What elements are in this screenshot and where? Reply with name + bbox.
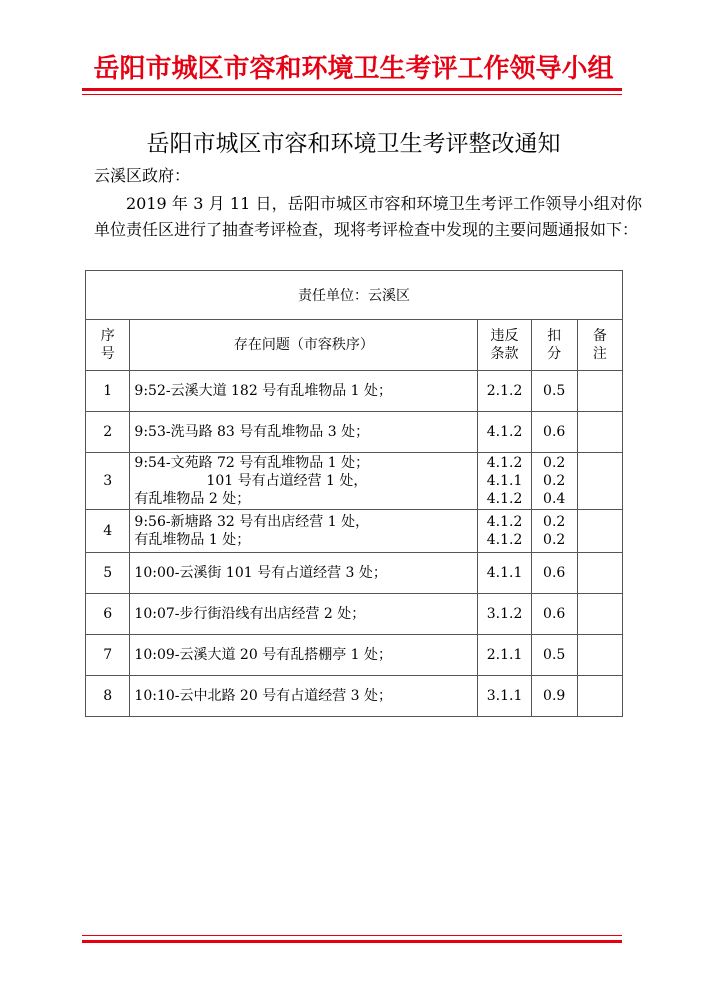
- notice-recipient: 云溪区政府：: [94, 166, 191, 185]
- row-article: [478, 453, 531, 510]
- deduct-value: 0.4: [543, 491, 566, 507]
- row-number: 1: [86, 371, 130, 412]
- notice-body: 2019 年 3 月 11 日，岳阳市城区市容和环境卫生考评工作领导小组对你单位责任区进行了抽查考评检查，现将考评检查中发现的主要问题通报如下：: [94, 194, 642, 239]
- header-deduct-line: 扣: [547, 328, 562, 344]
- header-no-line: 号: [100, 346, 115, 362]
- table-row: [86, 553, 623, 594]
- issue-line: 有乱堆物品 1 处；: [134, 532, 251, 548]
- org-header-title: 岳阳市城区市容和环境卫生考评工作领导小组: [93, 54, 614, 84]
- issue-line: 9:54-文苑路 72 号有乱堆物品 1 处；: [134, 455, 370, 471]
- deduct-value: 0.5: [543, 647, 566, 663]
- row-note: [577, 594, 622, 635]
- table-row: [86, 453, 623, 510]
- row-deduct: [531, 635, 577, 676]
- row-article: [478, 676, 531, 717]
- row-deduct: [531, 412, 577, 453]
- row-deduct: [531, 510, 577, 553]
- deduct-value: 0.6: [543, 424, 566, 440]
- header-article-line: 条款: [490, 346, 519, 362]
- issue-line: 有乱堆物品 2 处；: [134, 491, 251, 507]
- footer-rule-thin: [82, 935, 622, 936]
- table-unit-row: [86, 271, 623, 320]
- issue-line: 9:53-洗马路 83 号有乱堆物品 3 处；: [134, 424, 370, 440]
- row-number: 6: [86, 594, 130, 635]
- header-issue: 存在问题（市容秩序）: [130, 320, 478, 371]
- row-issue: [130, 510, 478, 553]
- header-article: [478, 320, 531, 371]
- header-deduct-line: 分: [547, 346, 562, 362]
- row-note: [577, 553, 622, 594]
- article-value: 4.1.2: [486, 455, 523, 471]
- table-header-row: [86, 320, 623, 371]
- article-value: 4.1.2: [486, 491, 523, 507]
- header-rule-thick: [82, 88, 622, 91]
- deduct-value: 0.9: [543, 688, 566, 704]
- header-rule-thin: [82, 94, 622, 95]
- row-issue: [130, 553, 478, 594]
- article-value: 4.1.2: [486, 532, 523, 548]
- deduct-value: 0.2: [543, 514, 566, 530]
- deduct-value: 0.2: [543, 455, 566, 471]
- row-article: [478, 371, 531, 412]
- row-number: 5: [86, 553, 130, 594]
- row-note: [577, 371, 622, 412]
- issue-line: 9:52-云溪大道 182 号有乱堆物品 1 处；: [134, 383, 393, 399]
- deduct-value: 0.6: [543, 565, 566, 581]
- table-row: [86, 412, 623, 453]
- row-issue: [130, 453, 478, 510]
- deduct-value: 0.5: [543, 383, 566, 399]
- article-value: 4.1.2: [486, 424, 523, 440]
- row-article: [478, 594, 531, 635]
- row-number: 3: [86, 453, 130, 510]
- row-issue: [130, 412, 478, 453]
- header-note: [577, 320, 622, 371]
- header-no-line: 序: [100, 328, 115, 344]
- row-note: [577, 412, 622, 453]
- row-number: 8: [86, 676, 130, 717]
- row-deduct: [531, 676, 577, 717]
- notice-title: 岳阳市城区市容和环境卫生考评整改通知: [146, 131, 561, 157]
- row-note: [577, 635, 622, 676]
- row-number: 4: [86, 510, 130, 553]
- row-deduct: [531, 453, 577, 510]
- deduct-value: 0.6: [543, 606, 566, 622]
- article-value: 2.1.2: [486, 383, 523, 399]
- issues-table: [85, 270, 623, 717]
- row-deduct: [531, 594, 577, 635]
- issue-line: 9:56-新塘路 32 号有出店经营 1 处，: [134, 514, 370, 530]
- row-number: 2: [86, 412, 130, 453]
- table-row: [86, 594, 623, 635]
- row-issue: [130, 594, 478, 635]
- table-row: [86, 676, 623, 717]
- row-number: 7: [86, 635, 130, 676]
- table-row: [86, 635, 623, 676]
- table-row: [86, 371, 623, 412]
- article-value: 3.1.1: [486, 688, 523, 704]
- row-deduct: [531, 371, 577, 412]
- row-issue: [130, 635, 478, 676]
- footer-rule-thick: [82, 940, 622, 943]
- row-issue: [130, 676, 478, 717]
- header-note-line: 备: [592, 328, 607, 344]
- row-article: [478, 510, 531, 553]
- issue-line: 10:09-云溪大道 20 号有乱搭棚亭 1 处；: [134, 647, 393, 663]
- issue-line: 10:00-云溪街 101 号有占道经营 3 处；: [134, 565, 387, 581]
- row-article: [478, 635, 531, 676]
- row-deduct: [531, 553, 577, 594]
- table-row: [86, 510, 623, 553]
- row-article: [478, 412, 531, 453]
- article-value: 4.1.2: [486, 514, 523, 530]
- row-note: [577, 510, 622, 553]
- issue-line: 101 号有占道经营 1 处，: [206, 473, 368, 489]
- row-note: [577, 453, 622, 510]
- header-note-line: 注: [592, 346, 607, 362]
- deduct-value: 0.2: [543, 473, 566, 489]
- article-value: 4.1.1: [486, 565, 523, 581]
- header-no: [86, 320, 130, 371]
- article-value: 3.1.2: [486, 606, 523, 622]
- issue-line: 10:07-步行街沿线有出店经营 2 处；: [134, 606, 366, 622]
- header-article-line: 违反: [490, 328, 519, 344]
- article-value: 2.1.1: [486, 647, 523, 663]
- article-value: 4.1.1: [486, 473, 523, 489]
- row-note: [577, 676, 622, 717]
- responsible-unit-label: 责任单位：云溪区: [86, 271, 623, 320]
- row-issue: [130, 371, 478, 412]
- header-deduct: [531, 320, 577, 371]
- row-article: [478, 553, 531, 594]
- issue-line: 10:10-云中北路 20 号有占道经营 3 处；: [134, 688, 393, 704]
- deduct-value: 0.2: [543, 532, 566, 548]
